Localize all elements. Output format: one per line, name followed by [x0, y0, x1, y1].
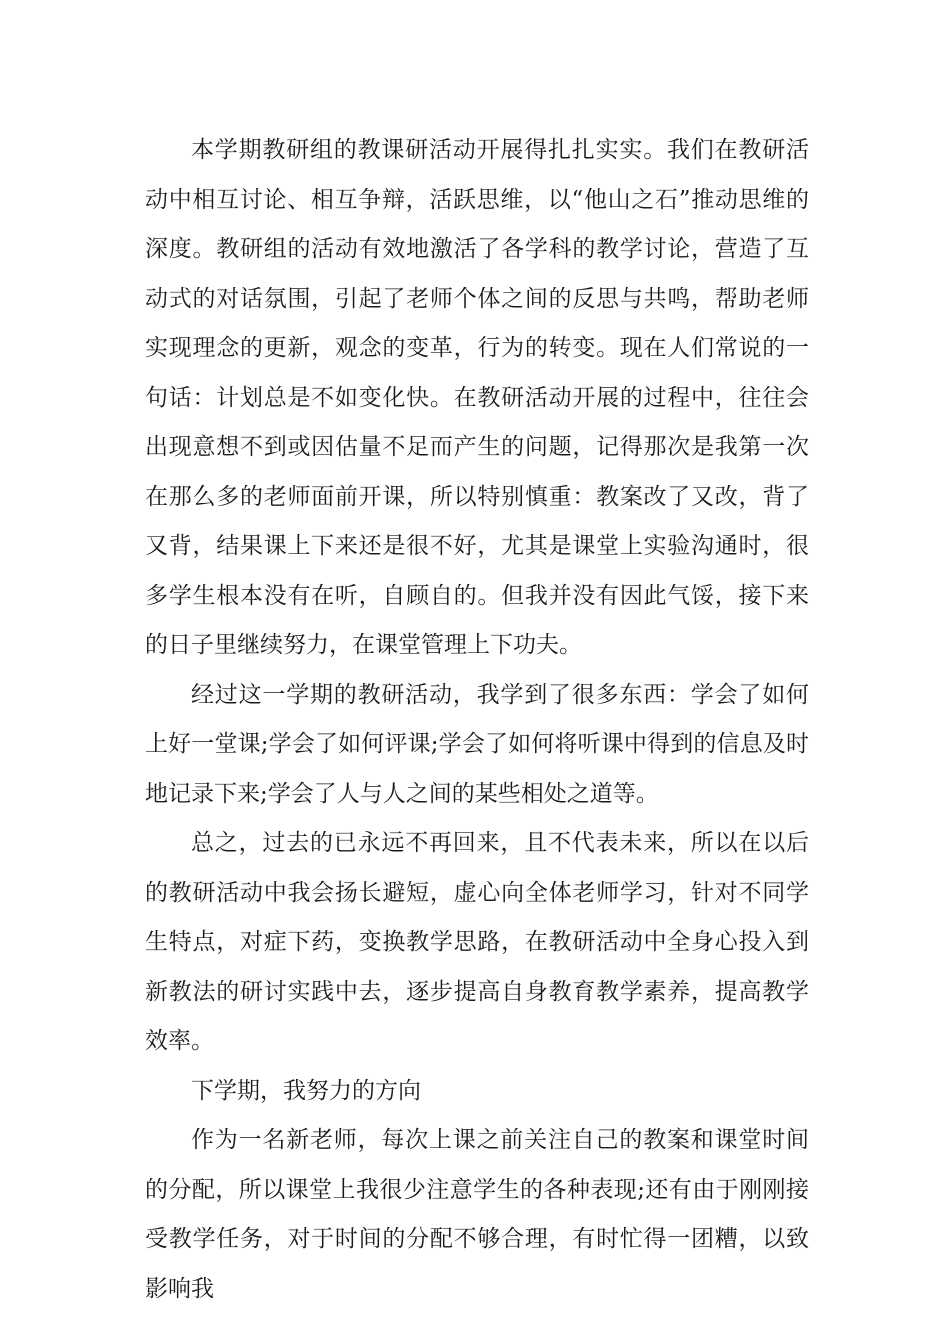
paragraph-summary: 总之，过去的已永远不再回来，且不代表未来，所以在以后的教研活动中我会扬长避短，虚心向全体老师学习，针对不同学生特点，对症下药，变换教学思路，在教研活动中全身心投入到新教法的研讨实践中去，逐步提高自身教育教学素养，提高教学效率。	[145, 830, 809, 1054]
paragraph-new-teacher: 作为一名新老师，每次上课之前关注自己的教案和课堂时间的分配，所以课堂上我很少注意学生的各种表现;还有由于刚刚接受教学任务，对于时间的分配不够合理，有时忙得一团糟，以致影响我	[145, 1127, 809, 1302]
paragraph-lessons-learned: 经过这一学期的教研活动，我学到了很多东西：学会了如何上好一堂课;学会了如何评课;学会了如何将听课中得到的信息及时地记录下来;学会了人与人之间的某些相处之道等。	[145, 681, 809, 807]
document-page	[145, 126, 809, 1314]
section-heading-next-semester: 下学期，我努力的方向	[191, 1077, 421, 1104]
paragraph-teaching-research-activities: 本学期教研组的教课研活动开展得扎扎实实。我们在教研活动中相互讨论、相互争辩，活跃思维，以“他山之石”推动思维的深度。教研组的活动有效地激活了各学科的教学讨论，营造了互动式的对话氛围，引起了老师个体之间的反思与共鸣，帮助老师实现理念的更新，观念的变革，行为的转变。现在人们常说的一句话：计划总是不如变化快。在教研活动开展的过程中，往往会出现意想不到或因估量不足而产生的问题，记得那次是我第一次在那么多的老师面前开课，所以特别慎重：教案改了又改，背了又背，结果课上下来还是很不好，尤其是课堂上实验沟通时，很多学生根本没有在听，自顾自的。但我并没有因此气馁，接下来的日子里继续努力，在课堂管理上下功夫。	[145, 137, 809, 658]
